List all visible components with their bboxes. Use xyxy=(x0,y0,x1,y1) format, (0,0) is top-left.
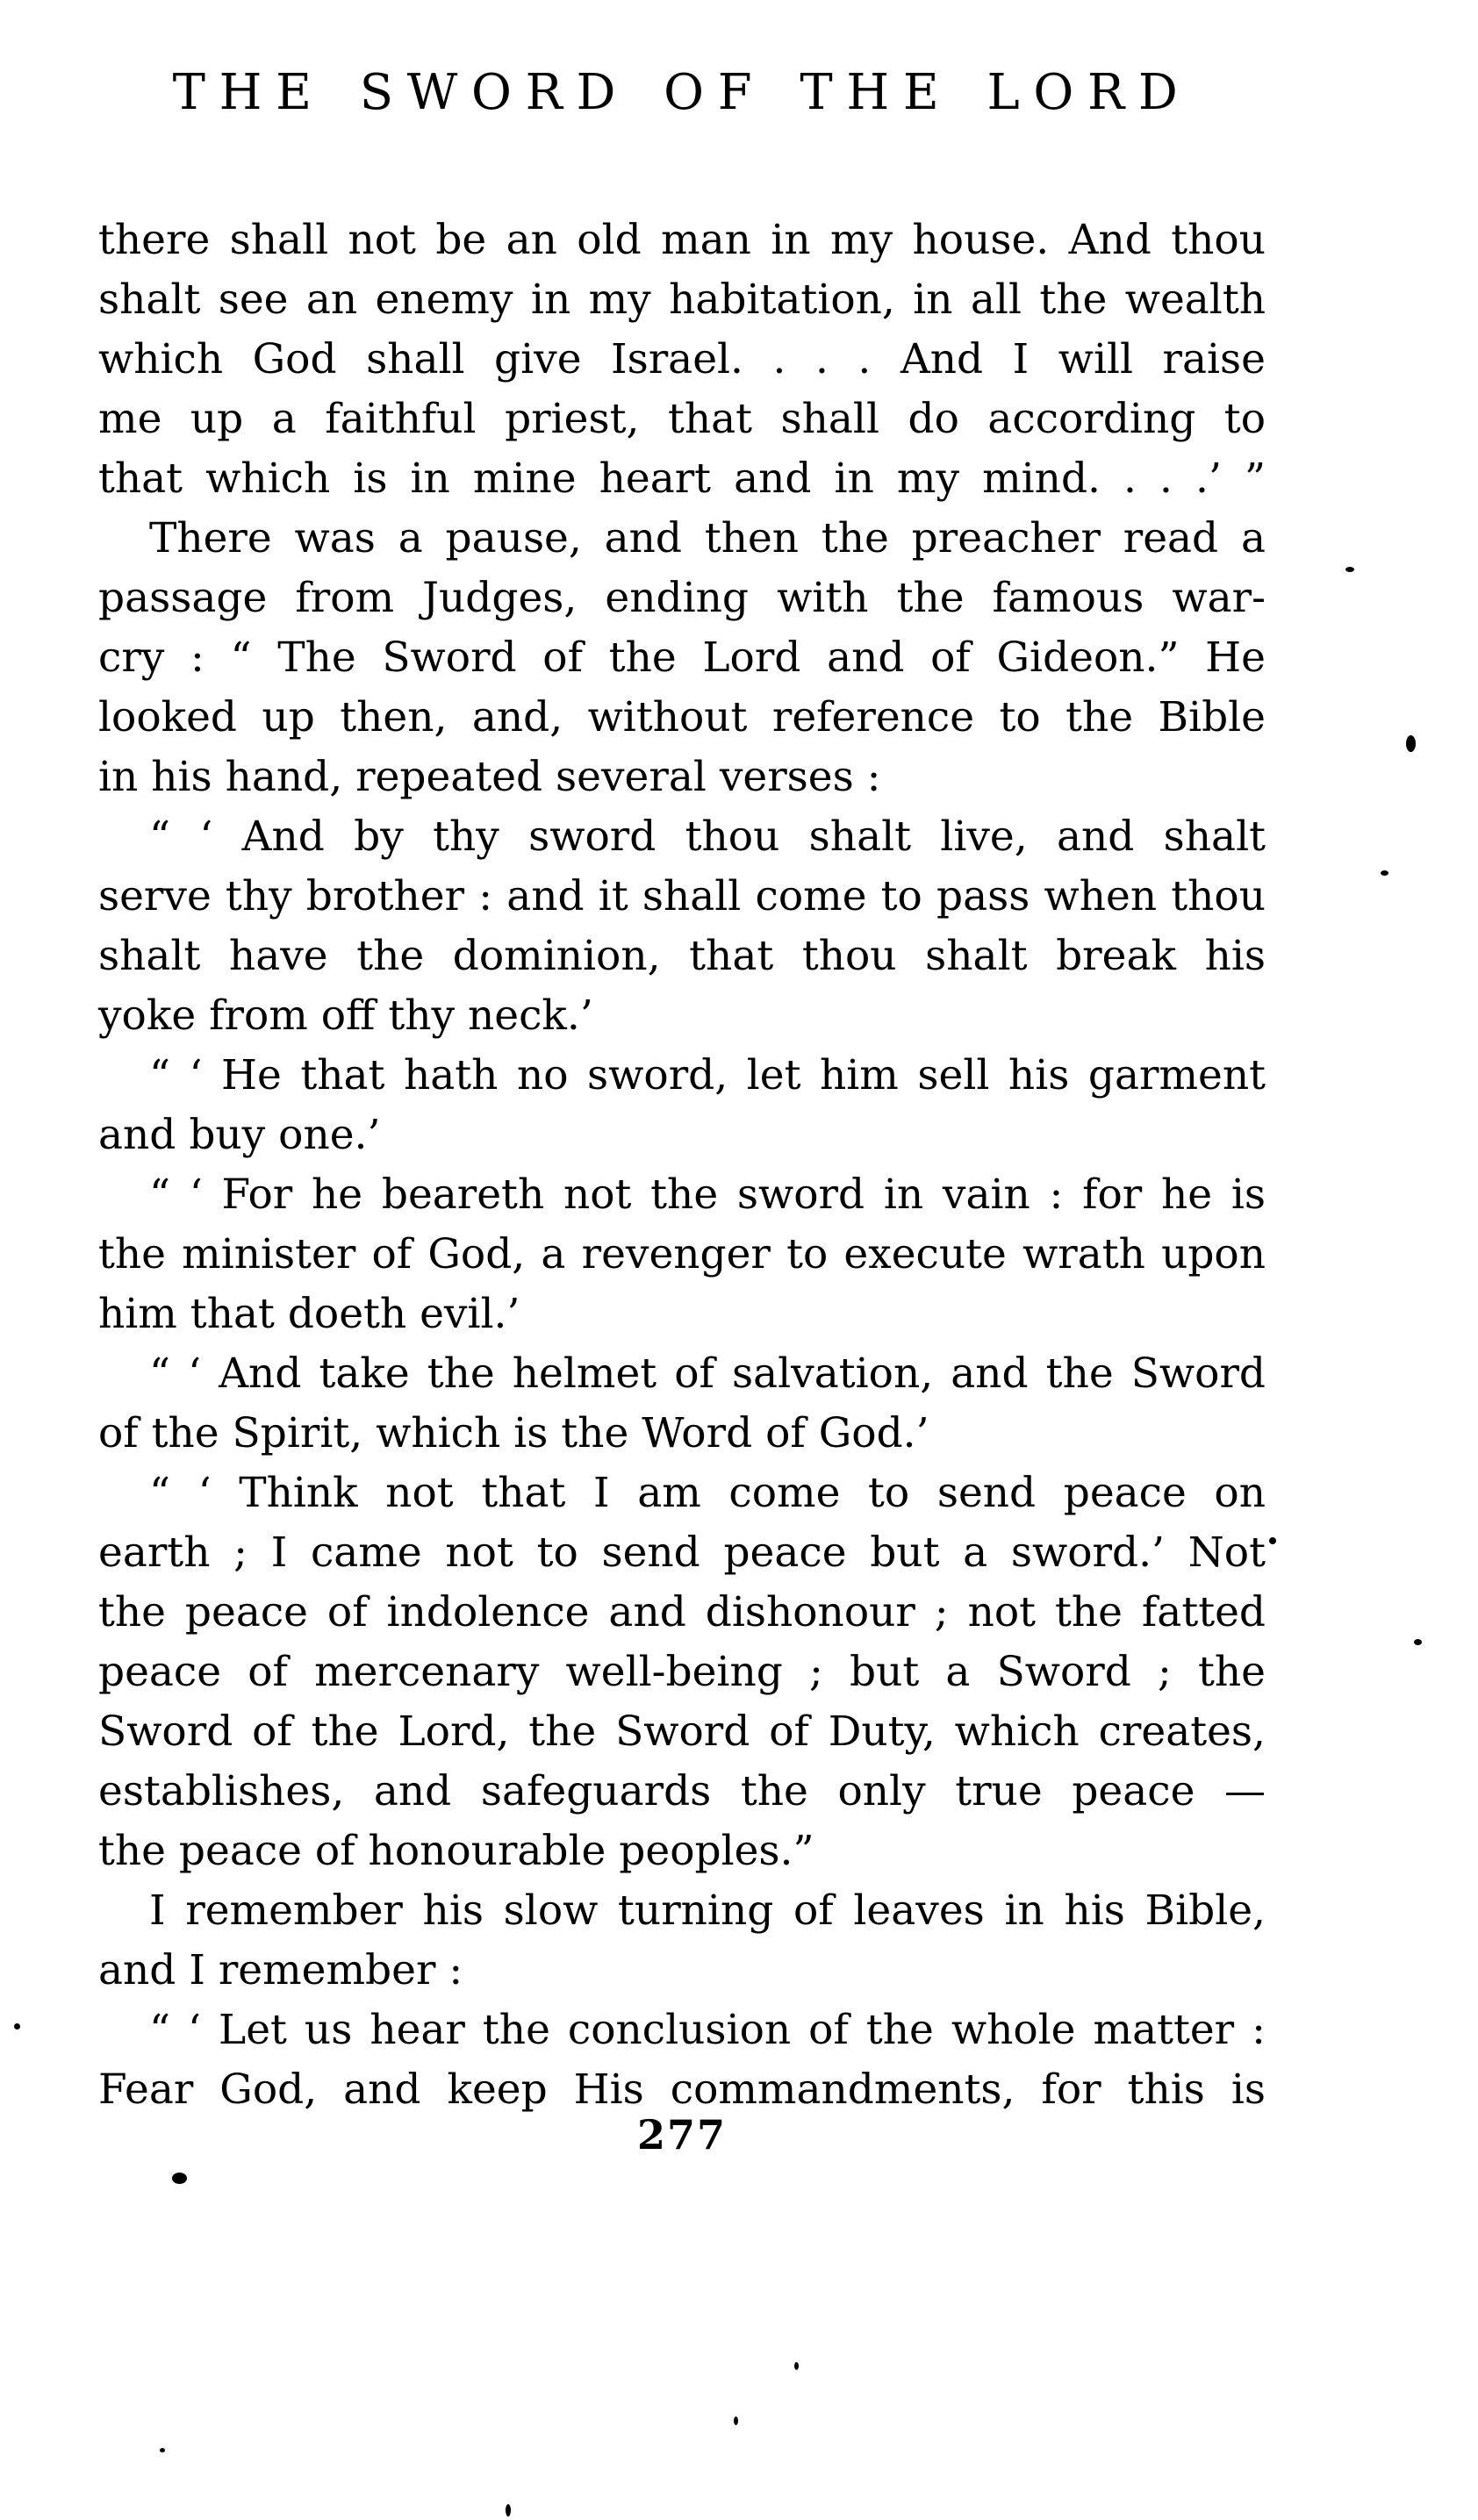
scan-speck xyxy=(14,2023,20,2030)
text-line: Sword of the Lord, the Sword of Duty, which creates, xyxy=(98,1707,1266,1756)
text-line: “ ‘ Think not that I am come to send peace on xyxy=(149,1469,1266,1517)
text-line: of the Spirit, which is the Word of God.’ xyxy=(98,1409,929,1457)
text-line: the peace of indolence and dishonour ; not the fatted xyxy=(98,1588,1266,1636)
text-line: yoke from off thy neck.’ xyxy=(98,992,593,1040)
text-line: and I remember : xyxy=(98,1946,463,1994)
text-line: serve thy brother : and it shall come to pass when thou xyxy=(98,872,1266,920)
scan-speck xyxy=(734,2416,738,2425)
text-line: which God shall give Israel. . . . And I will raise xyxy=(98,335,1266,383)
scan-speck xyxy=(1381,870,1388,876)
text-line: “ ‘ And by thy sword thou shalt live, and shalt xyxy=(149,813,1266,861)
text-line: shalt have the dominion, that thou shalt break his xyxy=(98,932,1266,980)
text-line: looked up then, and, without reference to the Bible xyxy=(98,693,1266,741)
text-line: passage from Judges, ending with the famous war- xyxy=(98,574,1266,622)
text-line: in his hand, repeated several verses : xyxy=(98,753,881,801)
text-line: the minister of God, a revenger to execute wrath upon xyxy=(98,1230,1266,1278)
scan-speck xyxy=(160,2448,165,2452)
text-line: I remember his slow turning of leaves in his Bible, xyxy=(149,1886,1266,1935)
scan-speck xyxy=(506,2504,511,2516)
text-line: “ ‘ He that hath no sword, let him sell his garment xyxy=(149,1051,1266,1099)
text-line: and buy one.’ xyxy=(98,1111,381,1159)
page-title: THE SWORD OF THE LORD xyxy=(172,64,1192,121)
scan-speck xyxy=(794,2362,799,2370)
text-line: establishes, and safeguards the only true peace — xyxy=(98,1767,1266,1815)
text-line: There was a pause, and then the preacher read a xyxy=(149,514,1266,562)
text-line: cry : “ The Sword of the Lord and of Gideon.” He xyxy=(98,634,1266,682)
text-line: there shall not be an old man in my house. And thou xyxy=(98,216,1266,264)
text-line: that which is in mine heart and in my mind. . . .’ ” xyxy=(98,455,1266,503)
text-line: “ ‘ For he beareth not the sword in vain : for he is xyxy=(149,1171,1266,1219)
text-line: “ ‘ Let us hear the conclusion of the whole matter : xyxy=(149,2006,1266,2054)
scan-speck xyxy=(1269,1537,1276,1544)
body-text xyxy=(98,211,1266,2120)
text-line: him that doeth evil.’ xyxy=(98,1290,520,1338)
scan-speck xyxy=(1406,735,1416,752)
scan-speck xyxy=(172,2173,187,2184)
scan-speck xyxy=(1345,567,1354,572)
text-line: shalt see an enemy in my habitation, in all the wealth xyxy=(98,276,1266,324)
text-line: Fear God, and keep His commandments, for this is xyxy=(98,2065,1266,2114)
scan-speck xyxy=(1414,1639,1422,1645)
page-number: 277 xyxy=(636,2111,728,2158)
text-line: the peace of honourable peoples.” xyxy=(98,1827,814,1875)
text-line: me up a faithful priest, that shall do according to xyxy=(98,395,1266,443)
text-line: earth ; I came not to send peace but a sword.’ Not xyxy=(98,1528,1266,1577)
text-line: peace of mercenary well-being ; but a Sword ; the xyxy=(98,1648,1266,1696)
text-line: “ ‘ And take the helmet of salvation, and the Sword xyxy=(149,1349,1266,1398)
